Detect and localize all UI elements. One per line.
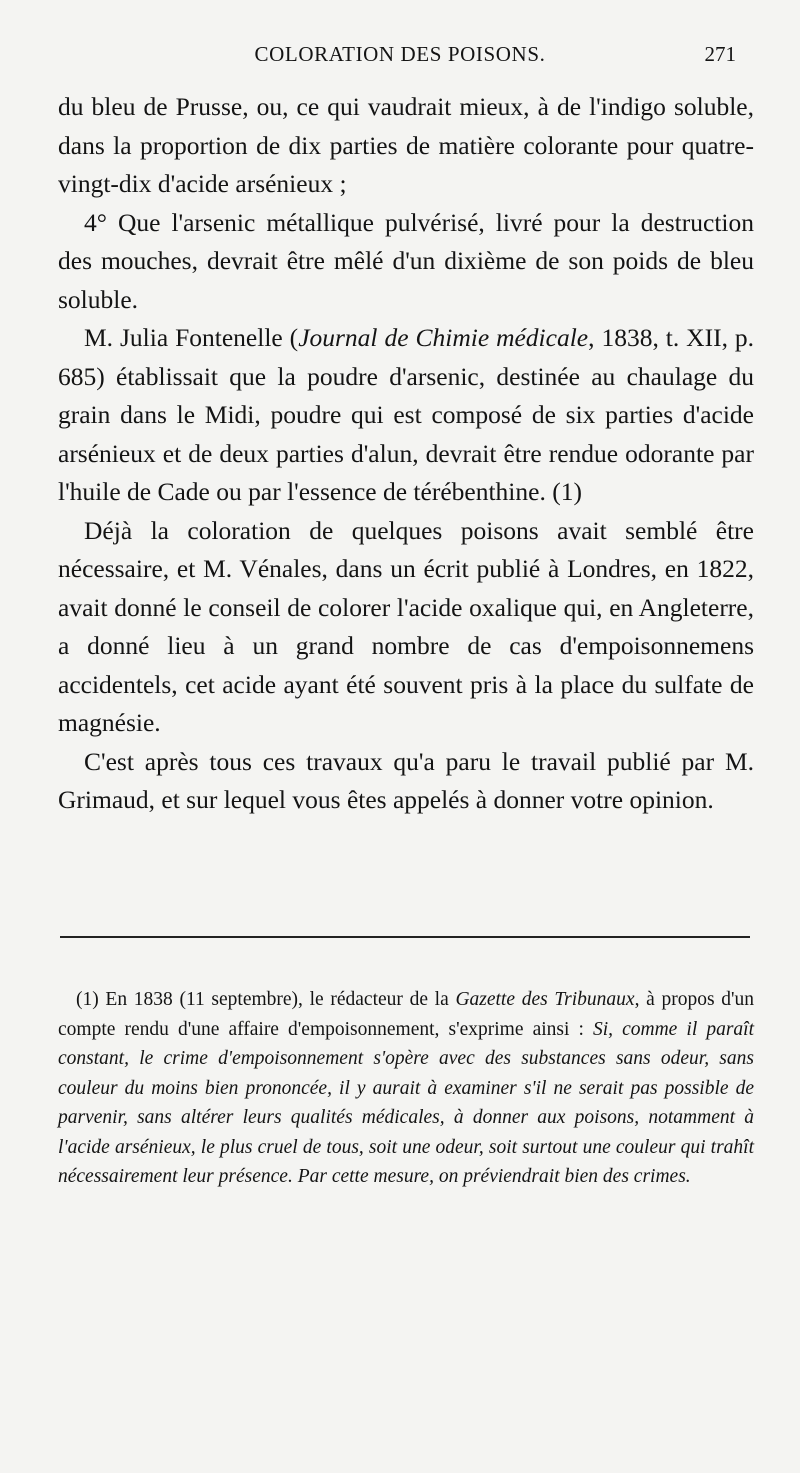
text-run: , à propos d'un compte rendu d'une affaire d'empoisonnement, s'exprime ainsi : (58, 989, 754, 1040)
quotation: Si, comme il paraît constant, le crime d'empoisonnement s'opère avec des substances sans odeur, sans couleur du moins bien prononcée, il y aurait à examiner s'il ne serait pas possible de parvenir, sans altérer leurs qualités médicales, à donner aux poisons, notamment à l'acide arsénieux, le plus cruel de tous, soit une odeur, soit surtout une couleur qui trahît nécessairement leur présence. Par cette mesure, on préviendrait bien des crimes. (58, 1018, 755, 1187)
journal-title: Journal de Chimie médicale (298, 323, 589, 352)
paragraph-continued: du bleu de Prusse, ou, ce qui vaudrait mieux, à de l'indigo soluble, dans la proportion de dix parties de matière colorante pour quatre-vingt-dix d'acide arsénieux ; (58, 92, 754, 198)
paragraph-item-4: 4° Que l'arsenic métallique pulvérisé, livré pour la destruction des mouches, devrait être mêlé d'un dixième de son poids de bleu soluble. (58, 207, 754, 314)
paragraph-grimaud: C'est après tous ces travaux qu'a paru le travail publié par M. Grimaud, et sur lequel vous êtes appelés à donner votre opinion. (58, 746, 754, 814)
footnote (58, 985, 754, 1192)
running-header (0, 40, 800, 80)
text-run: , 1838, t. XII, p. 685) établissait que la poudre d'arsenic, destinée au chaulage du grain dans le Midi, poudre qui est composé de six parties d'acide arsénieux et de deux parties d'alun, devrait être rendue odorante par l'huile de Cade ou par l'essence de térébenthine. (1) (58, 323, 755, 506)
footnote-text (58, 985, 754, 1192)
running-title: COLORATION DES POISONS. (254, 42, 546, 66)
newspaper-title: Gazette des Tribunaux (455, 989, 635, 1010)
main-text (58, 88, 754, 820)
paragraph-venales: Déjà la coloration de quelques poisons avait semblé être nécessaire, et M. Vénales, dans un écrit publié à Londres, en 1822, avait donné le conseil de colorer l'acide oxalique qui, en Angleterre, a donné lieu à un grand nombre de cas d'empoisonnemens accidentels, cet acide ayant été souvent pris à la place du sulfate de magnésie. (58, 515, 754, 737)
paragraph-fontenelle (58, 319, 754, 512)
text-run: (1) En 1838 (11 septembre), le rédacteur de la (76, 989, 456, 1010)
footnote-separator (60, 936, 750, 938)
page-number: 271 (704, 42, 736, 66)
text-run: M. Julia Fontenelle ( (84, 323, 299, 352)
